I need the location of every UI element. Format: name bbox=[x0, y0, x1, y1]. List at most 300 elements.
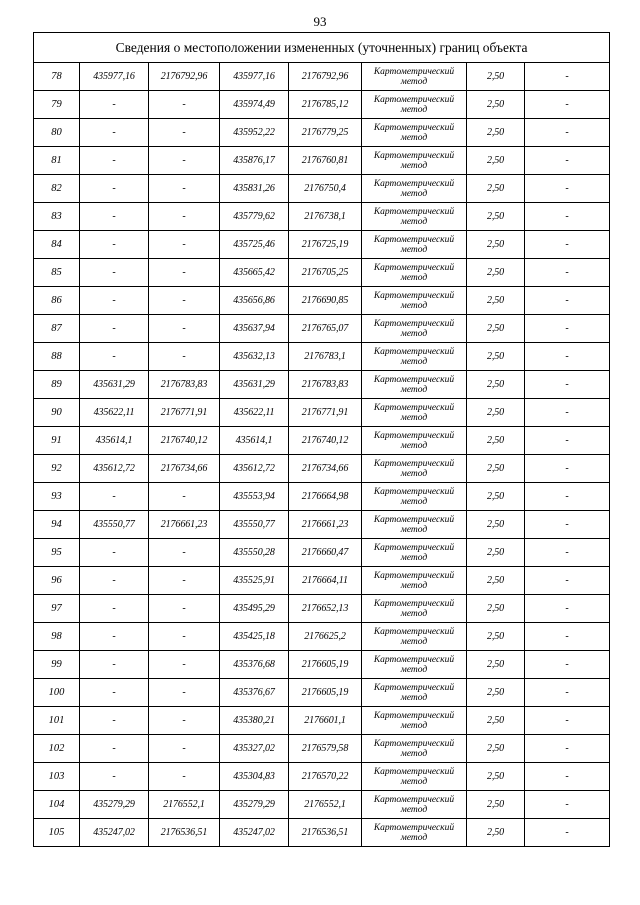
accuracy-cell: 2,50 bbox=[467, 595, 525, 623]
method-cell bbox=[362, 259, 467, 287]
method-line-1: Картометрический bbox=[373, 290, 455, 301]
method-line-2: метод bbox=[400, 300, 428, 311]
point-number-cell: 90 bbox=[34, 399, 80, 427]
table-body bbox=[34, 33, 610, 847]
method-cell bbox=[362, 147, 467, 175]
method-cell bbox=[362, 511, 467, 539]
accuracy-cell: 2,50 bbox=[467, 567, 525, 595]
updated-x-cell: 435974,49 bbox=[220, 91, 289, 119]
existing-y-cell: - bbox=[149, 539, 220, 567]
method-line-2: метод bbox=[400, 636, 428, 647]
updated-x-cell: 435632,13 bbox=[220, 343, 289, 371]
point-number-cell: 91 bbox=[34, 427, 80, 455]
method-line-1: Картометрический bbox=[373, 94, 455, 105]
table-row bbox=[34, 315, 610, 343]
table-row bbox=[34, 147, 610, 175]
existing-x-cell: 435614,1 bbox=[80, 427, 149, 455]
updated-y-cell: 2176725,19 bbox=[289, 231, 362, 259]
updated-x-cell: 435637,94 bbox=[220, 315, 289, 343]
accuracy-cell: 2,50 bbox=[467, 175, 525, 203]
point-number-cell: 86 bbox=[34, 287, 80, 315]
accuracy-cell: 2,50 bbox=[467, 455, 525, 483]
existing-y-cell: - bbox=[149, 567, 220, 595]
existing-y-cell: - bbox=[149, 315, 220, 343]
updated-y-cell: 2176785,12 bbox=[289, 91, 362, 119]
updated-y-cell: 2176750,4 bbox=[289, 175, 362, 203]
existing-x-cell: - bbox=[80, 259, 149, 287]
existing-y-cell: - bbox=[149, 343, 220, 371]
accuracy-cell: 2,50 bbox=[467, 91, 525, 119]
method-line-1: Картометрический bbox=[373, 626, 455, 637]
table-row bbox=[34, 119, 610, 147]
method-cell bbox=[362, 567, 467, 595]
updated-y-cell: 2176740,12 bbox=[289, 427, 362, 455]
accuracy-cell: 2,50 bbox=[467, 763, 525, 791]
existing-y-cell: 2176771,91 bbox=[149, 399, 220, 427]
updated-x-cell: 435614,1 bbox=[220, 427, 289, 455]
point-number-cell: 85 bbox=[34, 259, 80, 287]
existing-x-cell: 435550,77 bbox=[80, 511, 149, 539]
method-line-1: Картометрический bbox=[373, 234, 455, 245]
point-number-cell: 78 bbox=[34, 63, 80, 91]
table-row bbox=[34, 259, 610, 287]
existing-x-cell: - bbox=[80, 735, 149, 763]
table-row bbox=[34, 175, 610, 203]
accuracy-cell: 2,50 bbox=[467, 539, 525, 567]
updated-x-cell: 435327,02 bbox=[220, 735, 289, 763]
note-cell: - bbox=[525, 651, 610, 679]
existing-x-cell: - bbox=[80, 231, 149, 259]
existing-x-cell: - bbox=[80, 119, 149, 147]
table-row bbox=[34, 707, 610, 735]
method-line-2: метод bbox=[400, 412, 428, 423]
method-line-2: метод bbox=[400, 328, 428, 339]
existing-x-cell: - bbox=[80, 147, 149, 175]
point-number-cell: 104 bbox=[34, 791, 80, 819]
accuracy-cell: 2,50 bbox=[467, 623, 525, 651]
method-line-2: метод bbox=[400, 552, 428, 563]
method-line-2: метод bbox=[400, 188, 428, 199]
method-line-2: метод bbox=[400, 104, 428, 115]
updated-y-cell: 2176771,91 bbox=[289, 399, 362, 427]
method-line-1: Картометрический bbox=[373, 822, 455, 833]
note-cell: - bbox=[525, 343, 610, 371]
existing-y-cell: - bbox=[149, 707, 220, 735]
accuracy-cell: 2,50 bbox=[467, 203, 525, 231]
method-line-1: Картометрический bbox=[373, 794, 455, 805]
updated-y-cell: 2176705,25 bbox=[289, 259, 362, 287]
method-line-2: метод bbox=[400, 160, 428, 171]
table-row bbox=[34, 287, 610, 315]
method-cell bbox=[362, 203, 467, 231]
point-number-cell: 95 bbox=[34, 539, 80, 567]
method-line-1: Картометрический bbox=[373, 514, 455, 525]
point-number-cell: 96 bbox=[34, 567, 80, 595]
existing-y-cell: - bbox=[149, 231, 220, 259]
method-line-1: Картометрический bbox=[373, 402, 455, 413]
method-line-2: метод bbox=[400, 244, 428, 255]
updated-y-cell: 2176579,58 bbox=[289, 735, 362, 763]
updated-y-cell: 2176664,11 bbox=[289, 567, 362, 595]
point-number-cell: 88 bbox=[34, 343, 80, 371]
existing-y-cell: 2176661,23 bbox=[149, 511, 220, 539]
accuracy-cell: 2,50 bbox=[467, 707, 525, 735]
existing-y-cell: - bbox=[149, 763, 220, 791]
updated-x-cell: 435631,29 bbox=[220, 371, 289, 399]
updated-y-cell: 2176605,19 bbox=[289, 679, 362, 707]
updated-x-cell: 435612,72 bbox=[220, 455, 289, 483]
table-row bbox=[34, 343, 610, 371]
existing-y-cell: 2176783,83 bbox=[149, 371, 220, 399]
table-row bbox=[34, 651, 610, 679]
point-number-cell: 84 bbox=[34, 231, 80, 259]
updated-y-cell: 2176660,47 bbox=[289, 539, 362, 567]
existing-x-cell: - bbox=[80, 707, 149, 735]
note-cell: - bbox=[525, 791, 610, 819]
method-line-1: Картометрический bbox=[373, 486, 455, 497]
existing-y-cell: 2176740,12 bbox=[149, 427, 220, 455]
table-row bbox=[34, 511, 610, 539]
existing-x-cell: - bbox=[80, 203, 149, 231]
note-cell: - bbox=[525, 819, 610, 847]
method-line-1: Картометрический bbox=[373, 262, 455, 273]
updated-y-cell: 2176652,13 bbox=[289, 595, 362, 623]
accuracy-cell: 2,50 bbox=[467, 651, 525, 679]
existing-y-cell: - bbox=[149, 483, 220, 511]
updated-y-cell: 2176760,81 bbox=[289, 147, 362, 175]
accuracy-cell: 2,50 bbox=[467, 819, 525, 847]
updated-y-cell: 2176783,83 bbox=[289, 371, 362, 399]
method-line-2: метод bbox=[400, 608, 428, 619]
method-cell bbox=[362, 91, 467, 119]
method-line-1: Картометрический bbox=[373, 570, 455, 581]
method-cell bbox=[362, 539, 467, 567]
point-number-cell: 97 bbox=[34, 595, 80, 623]
updated-y-cell: 2176625,2 bbox=[289, 623, 362, 651]
existing-y-cell: - bbox=[149, 735, 220, 763]
existing-x-cell: 435631,29 bbox=[80, 371, 149, 399]
updated-y-cell: 2176734,66 bbox=[289, 455, 362, 483]
accuracy-cell: 2,50 bbox=[467, 735, 525, 763]
method-cell bbox=[362, 819, 467, 847]
updated-x-cell: 435279,29 bbox=[220, 791, 289, 819]
existing-y-cell: - bbox=[149, 147, 220, 175]
updated-x-cell: 435952,22 bbox=[220, 119, 289, 147]
table-title-row bbox=[34, 33, 610, 63]
method-cell bbox=[362, 735, 467, 763]
note-cell: - bbox=[525, 455, 610, 483]
point-number-cell: 94 bbox=[34, 511, 80, 539]
method-line-2: метод bbox=[400, 468, 428, 479]
existing-y-cell: - bbox=[149, 91, 220, 119]
updated-y-cell: 2176601,1 bbox=[289, 707, 362, 735]
table-row bbox=[34, 399, 610, 427]
point-number-cell: 81 bbox=[34, 147, 80, 175]
existing-x-cell: - bbox=[80, 175, 149, 203]
accuracy-cell: 2,50 bbox=[467, 399, 525, 427]
existing-y-cell: - bbox=[149, 595, 220, 623]
updated-y-cell: 2176605,19 bbox=[289, 651, 362, 679]
table-row bbox=[34, 623, 610, 651]
accuracy-cell: 2,50 bbox=[467, 63, 525, 91]
method-line-1: Картометрический bbox=[373, 766, 455, 777]
note-cell: - bbox=[525, 203, 610, 231]
note-cell: - bbox=[525, 119, 610, 147]
table-row bbox=[34, 427, 610, 455]
note-cell: - bbox=[525, 679, 610, 707]
point-number-cell: 99 bbox=[34, 651, 80, 679]
note-cell: - bbox=[525, 371, 610, 399]
point-number-cell: 82 bbox=[34, 175, 80, 203]
updated-x-cell: 435725,46 bbox=[220, 231, 289, 259]
note-cell: - bbox=[525, 63, 610, 91]
existing-y-cell: - bbox=[149, 623, 220, 651]
method-cell bbox=[362, 371, 467, 399]
existing-x-cell: - bbox=[80, 287, 149, 315]
method-line-2: метод bbox=[400, 832, 428, 843]
updated-x-cell: 435550,28 bbox=[220, 539, 289, 567]
table-row bbox=[34, 371, 610, 399]
method-line-1: Картометрический bbox=[373, 430, 455, 441]
existing-x-cell: - bbox=[80, 315, 149, 343]
method-cell bbox=[362, 343, 467, 371]
table-row bbox=[34, 735, 610, 763]
note-cell: - bbox=[525, 175, 610, 203]
table-row bbox=[34, 567, 610, 595]
existing-x-cell: - bbox=[80, 763, 149, 791]
method-cell bbox=[362, 707, 467, 735]
method-line-2: метод bbox=[400, 496, 428, 507]
updated-x-cell: 435247,02 bbox=[220, 819, 289, 847]
updated-x-cell: 435977,16 bbox=[220, 63, 289, 91]
method-line-1: Картометрический bbox=[373, 682, 455, 693]
method-line-1: Картометрический bbox=[373, 542, 455, 553]
method-line-1: Картометрический bbox=[373, 122, 455, 133]
note-cell: - bbox=[525, 735, 610, 763]
point-number-cell: 98 bbox=[34, 623, 80, 651]
note-cell: - bbox=[525, 539, 610, 567]
boundary-coordinates-table bbox=[33, 32, 610, 847]
accuracy-cell: 2,50 bbox=[467, 287, 525, 315]
accuracy-cell: 2,50 bbox=[467, 371, 525, 399]
updated-y-cell: 2176738,1 bbox=[289, 203, 362, 231]
point-number-cell: 93 bbox=[34, 483, 80, 511]
method-line-1: Картометрический bbox=[373, 598, 455, 609]
existing-y-cell: - bbox=[149, 679, 220, 707]
accuracy-cell: 2,50 bbox=[467, 427, 525, 455]
table-row bbox=[34, 455, 610, 483]
method-line-2: метод bbox=[400, 272, 428, 283]
method-cell bbox=[362, 175, 467, 203]
method-cell bbox=[362, 399, 467, 427]
updated-x-cell: 435831,26 bbox=[220, 175, 289, 203]
updated-y-cell: 2176664,98 bbox=[289, 483, 362, 511]
updated-y-cell: 2176765,07 bbox=[289, 315, 362, 343]
point-number-cell: 80 bbox=[34, 119, 80, 147]
method-line-1: Картометрический bbox=[373, 710, 455, 721]
method-line-2: метод bbox=[400, 580, 428, 591]
accuracy-cell: 2,50 bbox=[467, 119, 525, 147]
existing-y-cell: - bbox=[149, 119, 220, 147]
note-cell: - bbox=[525, 567, 610, 595]
table-row bbox=[34, 203, 610, 231]
existing-y-cell: 2176734,66 bbox=[149, 455, 220, 483]
existing-x-cell: - bbox=[80, 651, 149, 679]
updated-y-cell: 2176792,96 bbox=[289, 63, 362, 91]
note-cell: - bbox=[525, 91, 610, 119]
existing-y-cell: - bbox=[149, 259, 220, 287]
accuracy-cell: 2,50 bbox=[467, 315, 525, 343]
note-cell: - bbox=[525, 399, 610, 427]
method-cell bbox=[362, 287, 467, 315]
method-cell bbox=[362, 595, 467, 623]
note-cell: - bbox=[525, 315, 610, 343]
method-cell bbox=[362, 427, 467, 455]
method-line-2: метод bbox=[400, 804, 428, 815]
method-line-1: Картометрический bbox=[373, 374, 455, 385]
updated-x-cell: 435553,94 bbox=[220, 483, 289, 511]
updated-x-cell: 435376,67 bbox=[220, 679, 289, 707]
existing-y-cell: - bbox=[149, 651, 220, 679]
method-line-1: Картометрический bbox=[373, 738, 455, 749]
existing-x-cell: 435247,02 bbox=[80, 819, 149, 847]
updated-x-cell: 435622,11 bbox=[220, 399, 289, 427]
method-cell bbox=[362, 119, 467, 147]
method-line-2: метод bbox=[400, 356, 428, 367]
note-cell: - bbox=[525, 595, 610, 623]
updated-y-cell: 2176690,85 bbox=[289, 287, 362, 315]
existing-y-cell: 2176536,51 bbox=[149, 819, 220, 847]
accuracy-cell: 2,50 bbox=[467, 679, 525, 707]
page-number: 93 bbox=[313, 14, 327, 29]
method-line-2: метод bbox=[400, 748, 428, 759]
point-number-cell: 87 bbox=[34, 315, 80, 343]
method-cell bbox=[362, 651, 467, 679]
updated-y-cell: 2176661,23 bbox=[289, 511, 362, 539]
accuracy-cell: 2,50 bbox=[467, 483, 525, 511]
updated-x-cell: 435550,77 bbox=[220, 511, 289, 539]
point-number-cell: 89 bbox=[34, 371, 80, 399]
existing-y-cell: - bbox=[149, 287, 220, 315]
note-cell: - bbox=[525, 427, 610, 455]
existing-x-cell: 435279,29 bbox=[80, 791, 149, 819]
updated-y-cell: 2176536,51 bbox=[289, 819, 362, 847]
method-line-2: метод bbox=[400, 76, 428, 87]
updated-x-cell: 435425,18 bbox=[220, 623, 289, 651]
method-line-1: Картометрический bbox=[373, 318, 455, 329]
updated-x-cell: 435656,86 bbox=[220, 287, 289, 315]
note-cell: - bbox=[525, 623, 610, 651]
point-number-cell: 83 bbox=[34, 203, 80, 231]
existing-x-cell: - bbox=[80, 343, 149, 371]
method-cell bbox=[362, 791, 467, 819]
updated-x-cell: 435665,42 bbox=[220, 259, 289, 287]
method-cell bbox=[362, 679, 467, 707]
method-line-2: метод bbox=[400, 216, 428, 227]
existing-y-cell: - bbox=[149, 175, 220, 203]
updated-y-cell: 2176779,25 bbox=[289, 119, 362, 147]
method-line-2: метод bbox=[400, 384, 428, 395]
method-line-2: метод bbox=[400, 776, 428, 787]
method-line-1: Картометрический bbox=[373, 150, 455, 161]
existing-x-cell: - bbox=[80, 539, 149, 567]
note-cell: - bbox=[525, 707, 610, 735]
updated-y-cell: 2176783,1 bbox=[289, 343, 362, 371]
updated-x-cell: 435495,29 bbox=[220, 595, 289, 623]
existing-y-cell: 2176792,96 bbox=[149, 63, 220, 91]
table-row bbox=[34, 595, 610, 623]
method-cell bbox=[362, 763, 467, 791]
point-number-cell: 100 bbox=[34, 679, 80, 707]
table-row bbox=[34, 791, 610, 819]
accuracy-cell: 2,50 bbox=[467, 343, 525, 371]
existing-x-cell: 435622,11 bbox=[80, 399, 149, 427]
method-cell bbox=[362, 483, 467, 511]
accuracy-cell: 2,50 bbox=[467, 231, 525, 259]
note-cell: - bbox=[525, 763, 610, 791]
table-row bbox=[34, 819, 610, 847]
existing-x-cell: - bbox=[80, 679, 149, 707]
existing-x-cell: - bbox=[80, 91, 149, 119]
table-row bbox=[34, 63, 610, 91]
table-row bbox=[34, 91, 610, 119]
updated-y-cell: 2176552,1 bbox=[289, 791, 362, 819]
existing-y-cell: 2176552,1 bbox=[149, 791, 220, 819]
point-number-cell: 102 bbox=[34, 735, 80, 763]
table-row bbox=[34, 763, 610, 791]
note-cell: - bbox=[525, 231, 610, 259]
existing-x-cell: - bbox=[80, 567, 149, 595]
table-row bbox=[34, 483, 610, 511]
existing-x-cell: 435977,16 bbox=[80, 63, 149, 91]
existing-x-cell: - bbox=[80, 595, 149, 623]
updated-x-cell: 435304,83 bbox=[220, 763, 289, 791]
existing-x-cell: 435612,72 bbox=[80, 455, 149, 483]
existing-y-cell: - bbox=[149, 203, 220, 231]
point-number-cell: 103 bbox=[34, 763, 80, 791]
note-cell: - bbox=[525, 147, 610, 175]
method-line-1: Картометрический bbox=[373, 458, 455, 469]
method-line-1: Картометрический bbox=[373, 178, 455, 189]
method-line-1: Картометрический bbox=[373, 206, 455, 217]
method-line-2: метод bbox=[400, 524, 428, 535]
updated-x-cell: 435380,21 bbox=[220, 707, 289, 735]
note-cell: - bbox=[525, 287, 610, 315]
method-line-2: метод bbox=[400, 132, 428, 143]
updated-x-cell: 435779,62 bbox=[220, 203, 289, 231]
existing-x-cell: - bbox=[80, 483, 149, 511]
method-line-1: Картометрический bbox=[373, 654, 455, 665]
note-cell: - bbox=[525, 483, 610, 511]
updated-x-cell: 435525,91 bbox=[220, 567, 289, 595]
method-cell bbox=[362, 231, 467, 259]
method-cell bbox=[362, 623, 467, 651]
accuracy-cell: 2,50 bbox=[467, 791, 525, 819]
method-line-2: метод bbox=[400, 692, 428, 703]
point-number-cell: 92 bbox=[34, 455, 80, 483]
accuracy-cell: 2,50 bbox=[467, 259, 525, 287]
method-cell bbox=[362, 63, 467, 91]
method-line-2: метод bbox=[400, 720, 428, 731]
note-cell: - bbox=[525, 511, 610, 539]
accuracy-cell: 2,50 bbox=[467, 147, 525, 175]
table-row bbox=[34, 539, 610, 567]
accuracy-cell: 2,50 bbox=[467, 511, 525, 539]
method-line-1: Картометрический bbox=[373, 66, 455, 77]
note-cell: - bbox=[525, 259, 610, 287]
table-row bbox=[34, 231, 610, 259]
method-line-2: метод bbox=[400, 440, 428, 451]
